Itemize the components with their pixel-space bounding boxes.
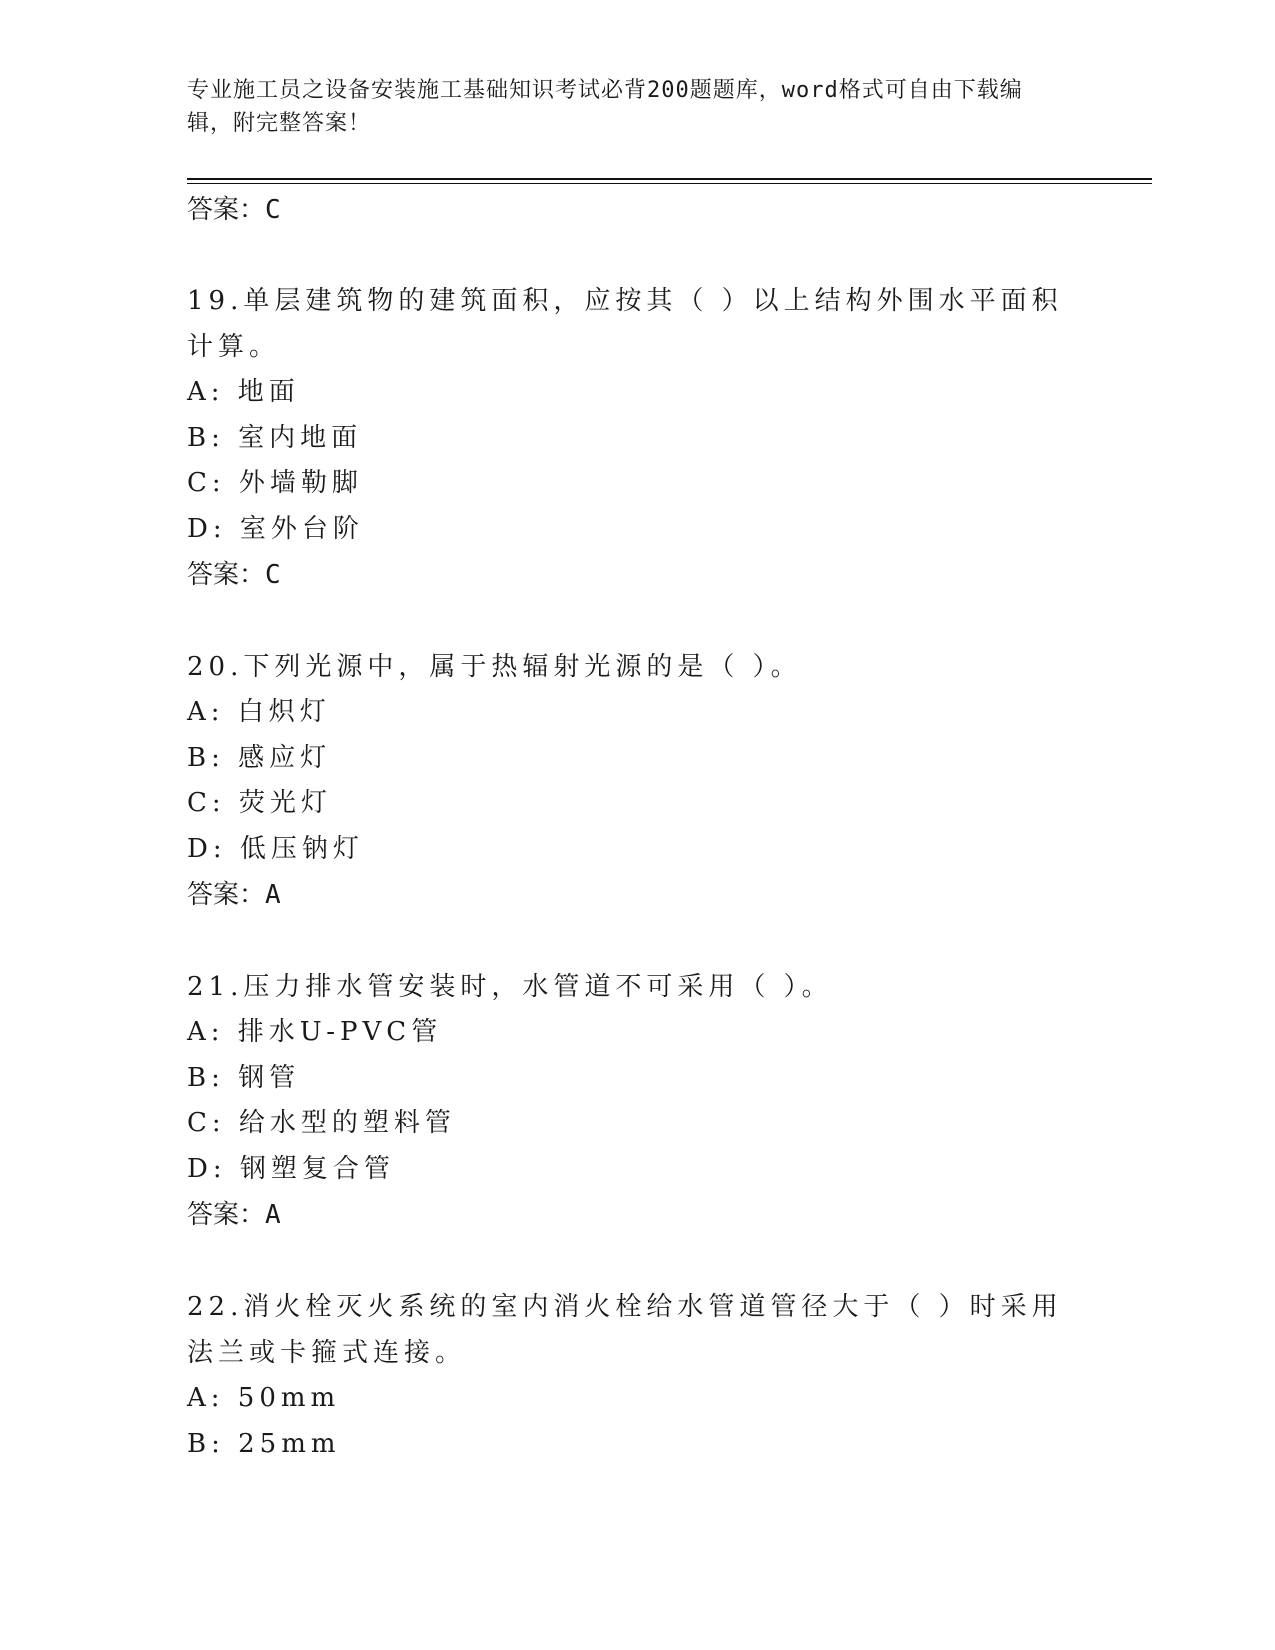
answer: 答案：C	[187, 560, 281, 590]
option-a: A: 50mm	[187, 1383, 341, 1413]
option-d: D: 室外台阶	[187, 513, 364, 544]
answer: 答案：A	[187, 1200, 281, 1230]
question-list	[187, 278, 1087, 1513]
question-stem: 19.单层建筑物的建筑面积，应按其（ ）以上结构外围水平面积计算。	[187, 286, 1063, 362]
option-a: A: 地面	[187, 377, 300, 407]
answer: 答案：A	[187, 880, 281, 910]
option-c: C: 外墙勒脚	[187, 468, 363, 498]
question-stem: 21.压力排水管安装时，水管道不可采用（ ）。	[187, 972, 833, 1002]
option-a: A: 白炽灯	[187, 697, 331, 727]
option-b: B: 感应灯	[187, 742, 332, 773]
page-header: 专业施工员之设备安装施工基础知识考试必背200题题库，word格式可自由下载编辑，附完整答案！	[187, 78, 1023, 136]
question-20	[187, 644, 1087, 918]
option-c: C: 荧光灯	[187, 788, 332, 818]
question-stem: 20.下列光源中，属于热辐射光源的是（ ）。	[187, 652, 802, 682]
option-c: C: 给水型的塑料管	[187, 1108, 456, 1138]
option-a: A: 排水U-PVC管	[187, 1017, 443, 1047]
question-stem: 22.消火栓灭火系统的室内消火栓给水管道管径大于（ ）时采用法兰或卡箍式连接。	[187, 1292, 1063, 1368]
option-d: D: 钢塑复合管	[187, 1153, 395, 1184]
option-d: D: 低压钠灯	[187, 833, 364, 864]
previous-answer: 答案：C	[187, 195, 281, 225]
question-19	[187, 278, 1087, 598]
header-rule-thin	[187, 183, 1152, 184]
option-b: B: 室内地面	[187, 422, 363, 453]
option-b: B: 钢管	[187, 1062, 301, 1093]
question-22	[187, 1284, 1087, 1467]
question-21	[187, 964, 1087, 1238]
option-b: B: 25mm	[187, 1428, 341, 1459]
header-rule-thick	[187, 178, 1152, 180]
